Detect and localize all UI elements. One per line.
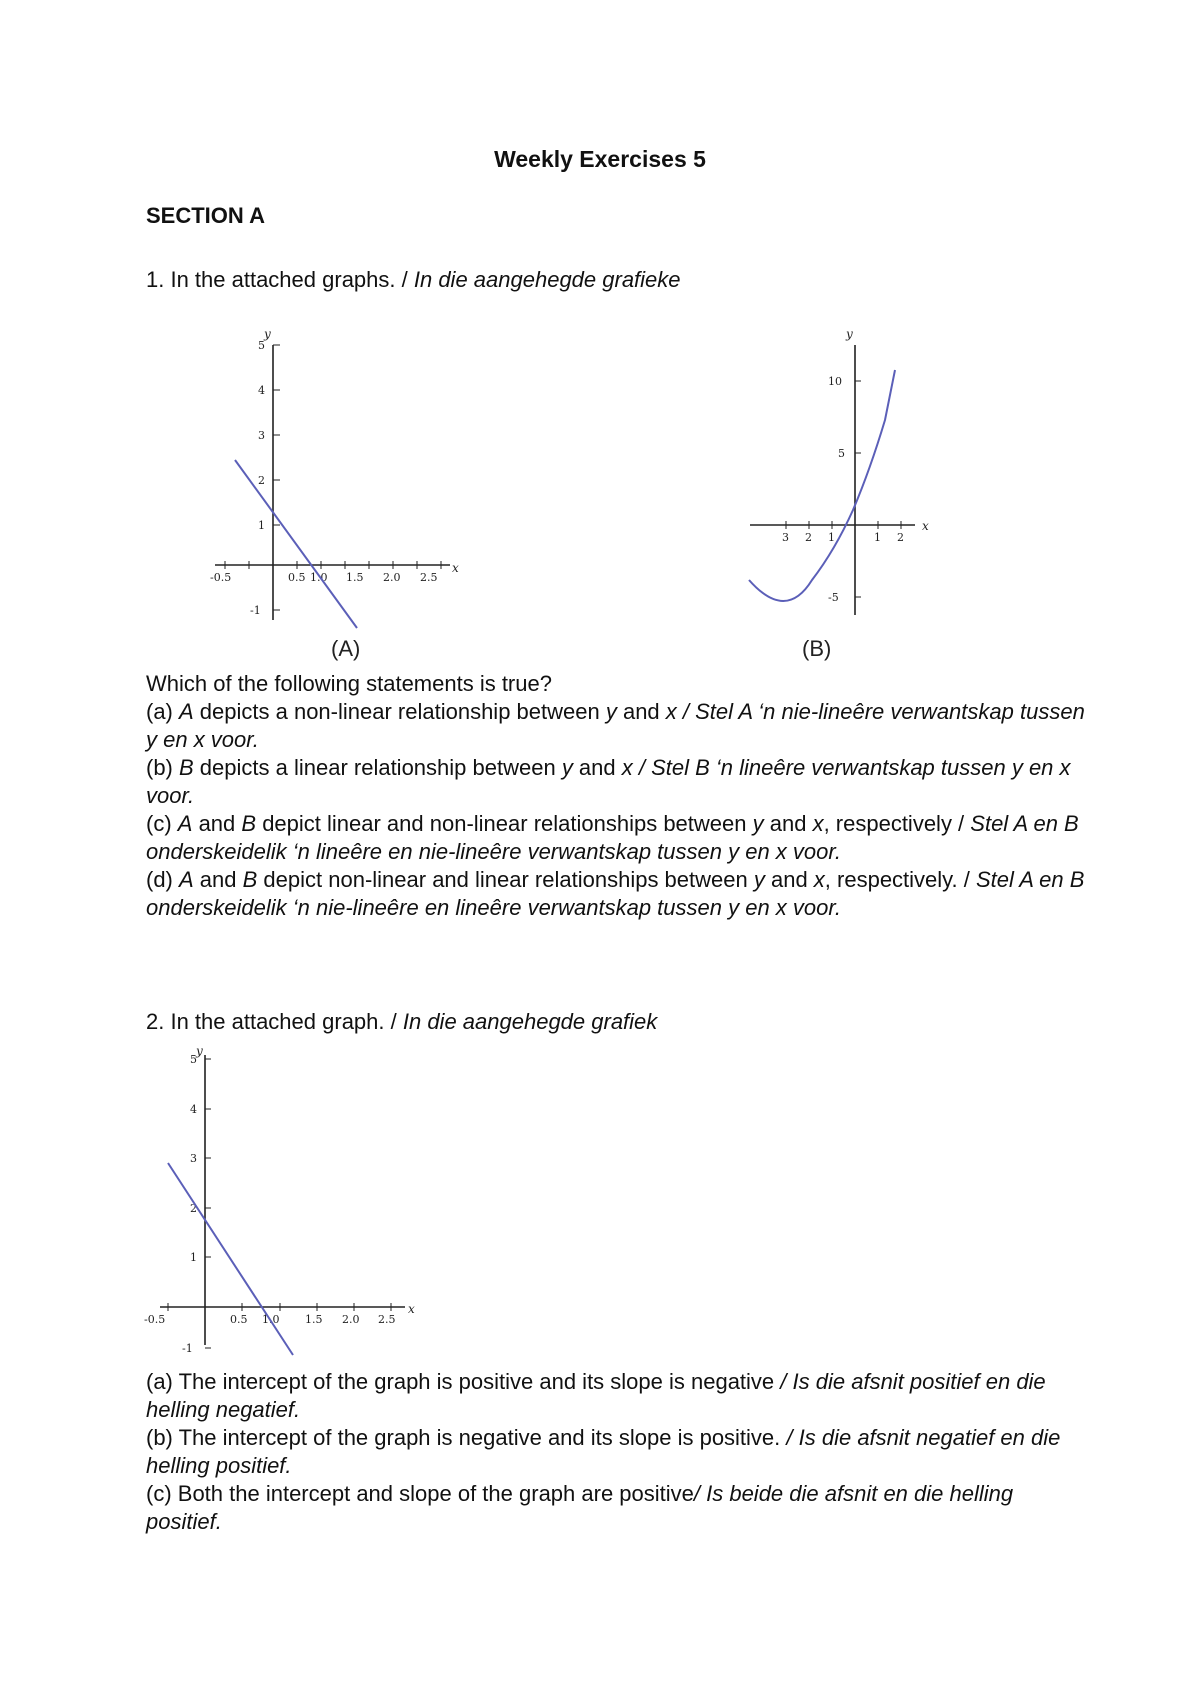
option-2a: (a) The intercept of the graph is positive and its slope is negative / Is die afsnit positief en die helling negatief. [146, 1369, 1046, 1422]
graph-q2-line [168, 1163, 293, 1355]
graph-b-x-label: x [922, 519, 929, 533]
graph-q2-ytick-4: 4 [190, 1103, 197, 1116]
question-2-intro-en: 2. In the attached graph. / [146, 1009, 403, 1034]
graph-a-xtick-05: 0.5 [288, 571, 306, 584]
question-2-intro-af: In die aangehegde grafiek [402, 1009, 658, 1034]
graph-a-ytick-2: 2 [258, 474, 265, 487]
graph-q2 [140, 1045, 440, 1365]
graph-a [200, 327, 500, 680]
graph-b-xtick-pos1: 1 [874, 531, 881, 544]
graph-a-y-label: y [264, 327, 271, 341]
graph-b-ytick-neg5: -5 [828, 591, 839, 604]
graph-q2-xtick-20: 2.0 [342, 1313, 360, 1326]
graph-a-ytick-neg1: -1 [250, 604, 261, 617]
graph-q2-ytick-neg1: -1 [182, 1342, 193, 1355]
graph-a-xtick-15: 1.5 [346, 571, 364, 584]
graph-b-y-label: y [846, 327, 853, 341]
graph-b-xtick-3: 3 [782, 531, 789, 544]
graph-q2-xtick-15: 1.5 [305, 1313, 323, 1326]
graph-a-ytick-4: 4 [258, 384, 265, 397]
graph-q2-ticks [168, 1059, 391, 1348]
section-heading: SECTION A [146, 203, 265, 228]
question-1-body [146, 670, 1086, 922]
graph-q2-ytick-5: 5 [190, 1053, 197, 1066]
graph-q2-ytick-3: 3 [190, 1152, 197, 1165]
page-title: Weekly Exercises 5 [494, 146, 706, 172]
graph-b-xtick-1: 1 [828, 531, 835, 544]
option-1b: (b) B depicts a linear relationship between y and x / Stel B ‘n lineêre verwantskap tussen y en x voor. [146, 755, 1071, 808]
graph-a-ytick-5: 5 [258, 339, 265, 352]
graph-b-xtick-pos2: 2 [897, 531, 904, 544]
option-2b: (b) The intercept of the graph is negative and its slope is positive. / Is die afsnit negatief en die helling positief. [146, 1425, 1061, 1478]
question-1-prompt: Which of the following statements is true? [146, 671, 552, 696]
graph-q2-ytick-2: 2 [190, 1202, 197, 1215]
graph-a-ytick-1: 1 [258, 519, 265, 532]
graph-a-xtick-10: 1.0 [310, 571, 328, 584]
question-1-intro [146, 266, 681, 294]
graph-q2-xtick-05: 0.5 [230, 1313, 248, 1326]
graph-q2-x-label: x [408, 1302, 415, 1316]
graph-a-xtick-neg05: -0.5 [210, 571, 232, 584]
graph-a-xtick-20: 2.0 [383, 571, 401, 584]
graph-q2-ytick-1: 1 [190, 1251, 197, 1264]
question-2-body [146, 1368, 1086, 1536]
graph-a-xtick-25: 2.5 [420, 571, 438, 584]
graph-a-ytick-3: 3 [258, 429, 265, 442]
graph-q2-xtick-neg05: -0.5 [144, 1313, 166, 1326]
question-1-intro-af: In die aangehegde grafieke [413, 267, 681, 292]
option-1d: (d) A and B depict non-linear and linear relationships between y and x, respectively. / Stel A en B onderskeidelik ‘n nie-lineêre en lineêre verwantskap tussen y en x voor. [146, 867, 1085, 920]
graph-b-caption: (B) [802, 636, 832, 661]
graph-b [730, 327, 950, 680]
option-2c: (c) Both the intercept and slope of the graph are positive/ Is beide die afsnit en die helling positief. [146, 1481, 1014, 1534]
graph-b-curve [749, 370, 895, 601]
question-2-intro [146, 1008, 657, 1036]
graph-q2-y-label: y [196, 1044, 203, 1058]
graph-a-x-label: x [452, 561, 459, 575]
graph-q2-xtick-10: 1.0 [262, 1313, 280, 1326]
option-1a: (a) A depicts a non-linear relationship between y and x / Stel A ‘n nie-lineêre verwantskap tussen y en x voor. [146, 699, 1085, 752]
graph-b-ticks [786, 381, 901, 597]
graph-a-caption: (A) [331, 636, 361, 661]
graph-a-line [235, 460, 357, 628]
graph-b-xtick-2: 2 [805, 531, 812, 544]
graph-b-ytick-10: 10 [828, 375, 842, 388]
graph-q2-xtick-25: 2.5 [378, 1313, 396, 1326]
question-1-intro-en: 1. In the attached graphs. / [146, 267, 414, 292]
graph-b-ytick-5: 5 [838, 447, 845, 460]
option-1c: (c) A and B depict linear and non-linear relationships between y and x, respectively / Stel A en B onderskeidelik ‘n lineêre en nie-lineêre verwantskap tussen y en x voor. [146, 811, 1079, 864]
